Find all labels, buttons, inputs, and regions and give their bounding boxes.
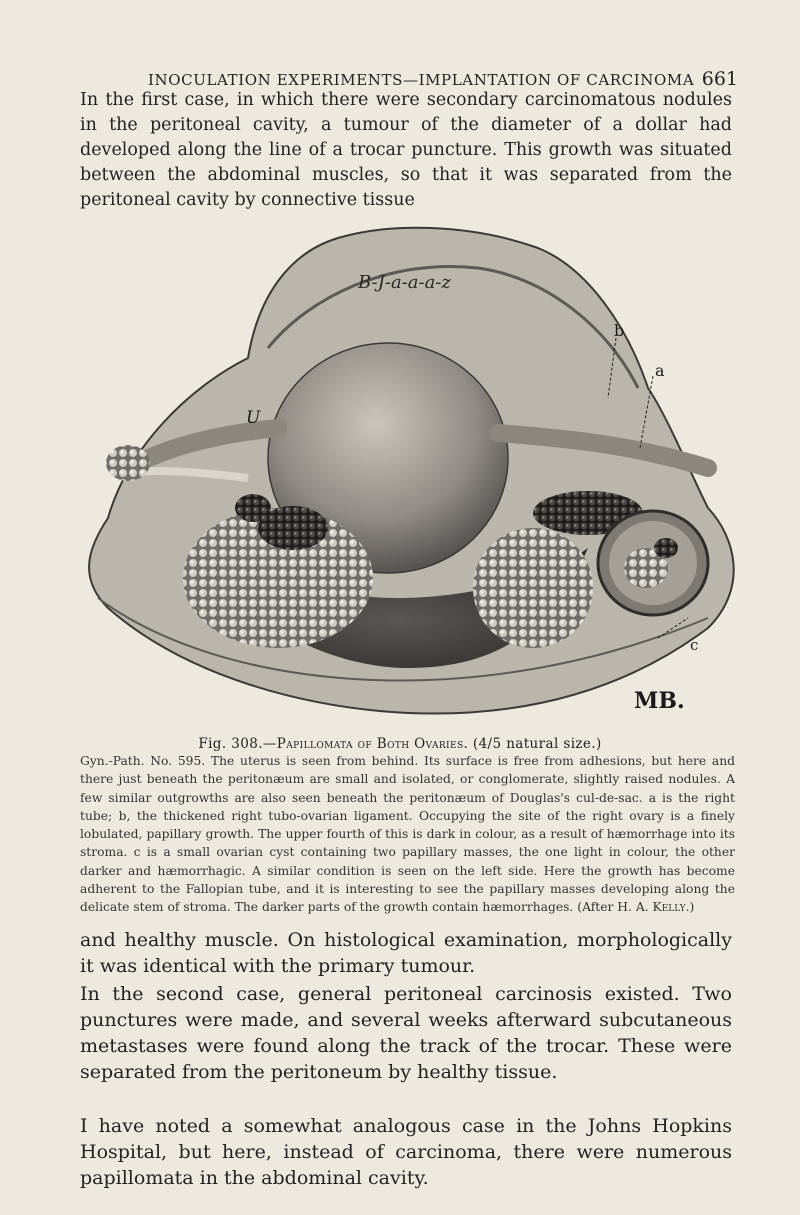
caption-credit-suffix: .) <box>685 900 695 915</box>
right-papillary-growth <box>473 528 593 648</box>
body-paragraph-top: In the first case, in which there were secondary carcinomatous nodules in the peritoneal cavity, a tumour of the diameter of a dollar had developed along the line of a trocar puncture. This growth was situated between the abdominal muscles, so that it was separated from the peritoneal cavity by connective tissue <box>80 90 732 210</box>
caption-text: Gyn.-Path. No. 595. The uterus is seen from behind. Its surface is free from adhesions, but here and there just beneath the peritonæum are small and isolated, or conglomerate, slightly raised nodules. A few similar outgrowths are also seen beneath the peritonæum of Douglas's cul-de-sac. a is the right tube; b, the thickened right tubo-ovarian ligament. Occupying the site of the right ovary is a finely lobulated, papillary growth. The upper fourth of this is dark in colour, as a result of hæmorrhage into its stroma. c is a small ovarian cyst containing two papillary masses, the one light in colour, the other darker and hæmorrhagic. A similar condition is seen on the left side. Here the growth has become adherent to the Fallopian tube, and it is interesting to see the papillary masses developing along the delicate stem of stroma. The darker parts of the growth contain hæmorrhages. <box>80 754 735 915</box>
caption-credit-name: Kelly <box>652 900 686 915</box>
page-number: 661 <box>701 68 738 90</box>
label-c: c <box>690 636 699 654</box>
running-head <box>80 68 738 90</box>
figure-caption-body <box>80 752 735 917</box>
label-a: a <box>655 361 665 380</box>
figure-caption-title <box>0 736 800 752</box>
figure-scale: (4/5 natural size.) <box>472 736 602 752</box>
body-paragraph-2: In the second case, general peritoneal carcinosis existed. Two punctures were made, and several weeks afterward subcutaneous metastases were found along the track of the trocar. These were separated from the peritoneum by healthy tissue. <box>80 983 732 1083</box>
label-upper: B-J-a-a-a-z <box>358 272 451 293</box>
body-paragraph-3: I have noted a somewhat analogous case in the Johns Hopkins Hospital, but here, instead of carcinoma, there were numerous papillomata in the abdominal cavity. <box>80 1115 732 1189</box>
figure-illustration <box>68 218 740 728</box>
caption-credit-prefix: (After H. A. <box>577 900 653 915</box>
label-u: U <box>246 408 261 428</box>
label-b: b <box>614 321 625 340</box>
engraver-monogram: MB. <box>634 688 685 714</box>
running-title: INOCULATION EXPERIMENTS—IMPLANTATION OF CARCINOMA <box>148 71 695 89</box>
body-paragraph-1: and healthy muscle. On histological examination, morphologically it was identical with the primary tumour. <box>80 929 732 977</box>
figure-title: Papillomata of Both Ovaries. <box>276 736 469 752</box>
figure-number: Fig. 308.— <box>198 736 277 752</box>
